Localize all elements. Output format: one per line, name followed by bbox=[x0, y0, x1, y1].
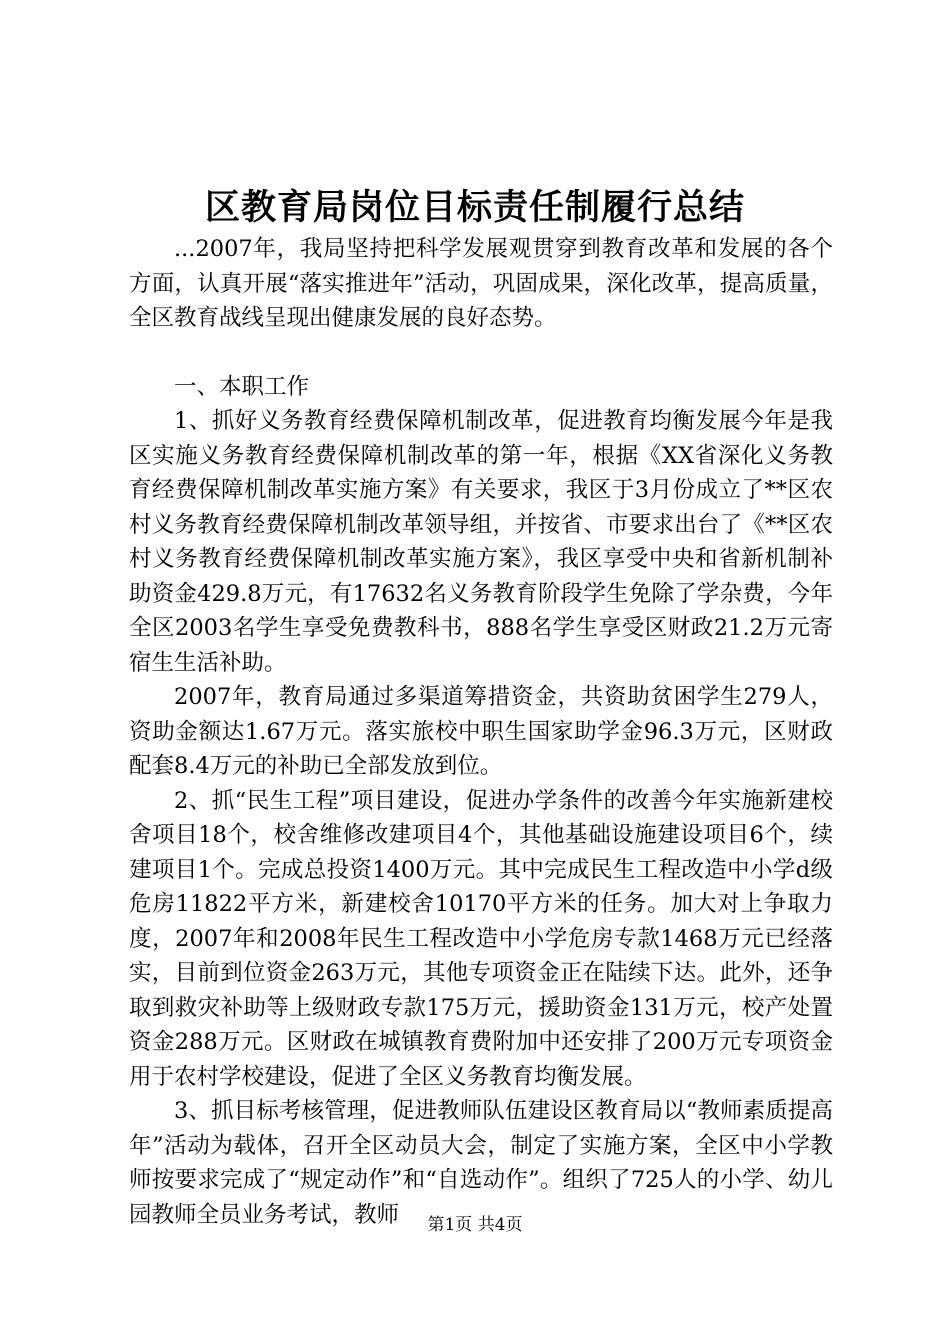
body-paragraph: 3、抓目标考核管理，促进教师队伍建设区教育局以“教师素质提高年”活动为载体，召开全区动员大会，制定了实施方案，全区中小学教师按要求完成了“规定动作”和“自选动作”。组织了725人的小学、幼儿园教师全员业务考试，教师 bbox=[129, 1098, 833, 1228]
page-number-footer: 第1页 共4页 bbox=[427, 1215, 523, 1235]
body-paragraph: 2、抓“民生工程”项目建设，促进办学条件的改善今年实施新建校舍项目18个，校舍维修改建项目4个，其他基础设施建设项目6个，续建项目1个。完成总投资1400万元。其中完成民生工程改造中小学d级危房11822平方米，新建校舍10170平方米的任务。加大对上争取力度，2007年和2008年民生工程改造中小学危房专款1468万元已经落实，目前到位资金263万元，其他专项资金正在陆续下达。此外，还争取到救灾补助等上级财政专款175万元，援助资金131万元，校产处置资金288万元。区财政在城镇教育费附加中还安排了200万元专项资金用于农村学校建设，促进了全区义务教育均衡发展。 bbox=[129, 787, 833, 1090]
body-paragraph: 2007年，教育局通过多渠道筹措资金，共资助贫困学生279人，资助金额达1.67万元。落实旅校中职生国家助学金96.3万元，区财政配套8.4万元的补助已全部发放到位。 bbox=[129, 684, 833, 779]
body-paragraph: 1、抓好义务教育经费保障机制改革，促进教育均衡发展今年是我区实施义务教育经费保障机制改革的第一年，根据《XX省深化义务教育经费保障机制改革实施方案》有关要求，我区于3月份成立了**区农村义务教育经费保障机制改革领导组，并按省、市要求出台了《**区农村义务教育经费保障机制改革实施方案》，我区享受中央和省新机制补助资金429.8万元，有17632名义务教育阶段学生免除了学杂费，今年全区2003名学生享受免费教科书，888名学生享受区财政21.2万元寄宿生生活补助。 bbox=[129, 408, 833, 676]
intro-paragraph: ...2007年，我局坚持把科学发展观贯穿到教育改革和发展的各个方面，认真开展“落实推进年”活动，巩固成果，深化改革，提高质量，全区教育战线呈现出健康发展的良好态势。 bbox=[129, 236, 833, 331]
section-heading: 一、本职工作 bbox=[174, 373, 310, 400]
document-title: 区教育局岗位目标责任制履行总结 bbox=[204, 187, 745, 228]
document-body bbox=[129, 232, 833, 1232]
